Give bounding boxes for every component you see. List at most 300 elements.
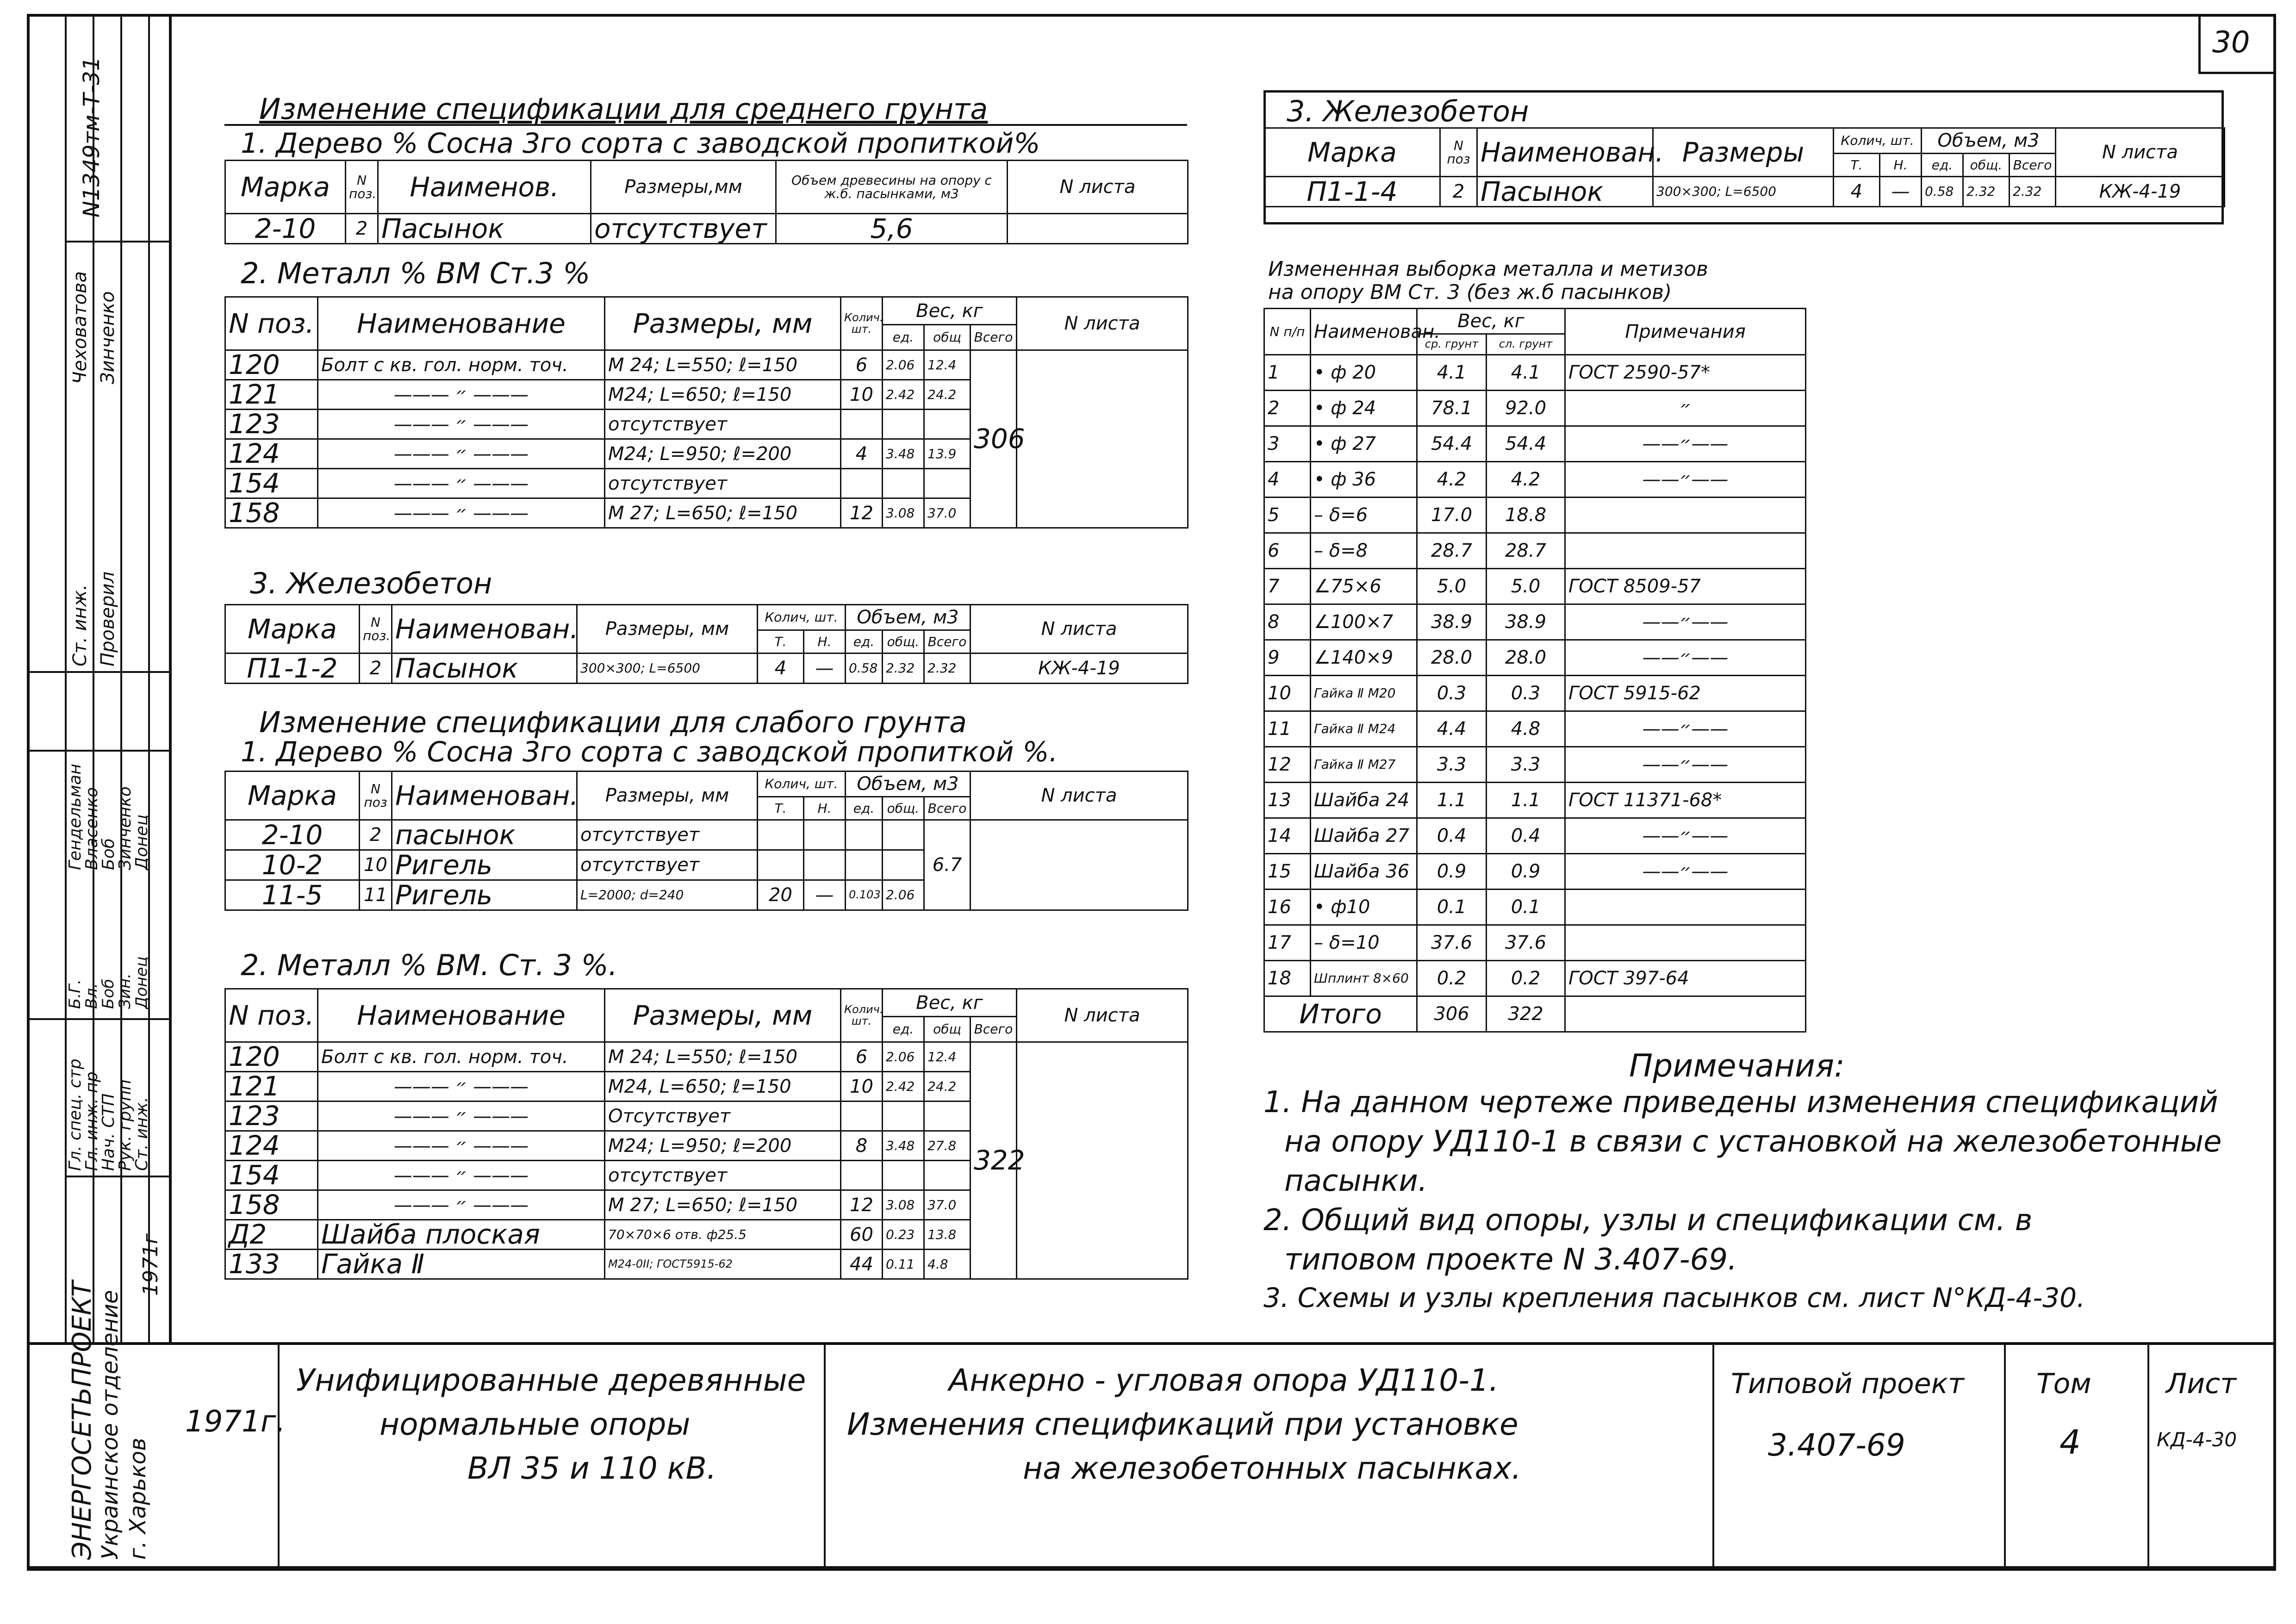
table-cell: 4.8 <box>924 1250 971 1279</box>
table-cell: Марка <box>1264 128 1440 177</box>
th-name: Наименование <box>318 297 605 350</box>
table-cell: 54.4 <box>1417 426 1487 462</box>
table-header-row <box>1264 128 2225 154</box>
table-cell: 37.0 <box>924 1190 971 1220</box>
table-cell: N поз. <box>360 605 392 653</box>
table-cell: Пасынок <box>1477 177 1653 207</box>
table-cell: 0.1 <box>1487 890 1565 925</box>
table-cell: 28.0 <box>1487 640 1565 676</box>
table-cell: Н. <box>804 797 846 820</box>
table-row <box>1264 676 1806 711</box>
table-row <box>1264 854 1806 890</box>
staff-role: Гл. спец. стр <box>66 1058 85 1171</box>
table-cell: N листа <box>971 605 1188 653</box>
table-row <box>1264 783 1806 818</box>
table-cell: Всего <box>971 1017 1017 1042</box>
table-cell: ед. <box>846 630 883 653</box>
table-cell: 4.1 <box>1487 355 1565 391</box>
table-cell: 2.06 <box>883 880 924 910</box>
table-cell: 1.1 <box>1487 783 1565 818</box>
table-header-row <box>225 989 1188 1017</box>
table-cell: ——— ״ ——— <box>318 1101 605 1131</box>
table-cell: 37.6 <box>1417 925 1487 961</box>
table-cell: Размеры, мм <box>577 605 758 653</box>
table-cell: — <box>804 653 846 684</box>
table-cell: ∠100×7 <box>1311 604 1417 640</box>
table-header-row <box>225 214 1188 244</box>
table-cell: ГОСТ 8509-57 <box>1565 569 1806 604</box>
table-cell: 10-2 <box>225 850 360 880</box>
table-cell <box>1017 350 1188 528</box>
table-cell: М 24; L=550; ℓ=150 <box>605 350 841 380</box>
table-cell: N поз. <box>225 989 318 1042</box>
staff-top-name: Чеховатова <box>69 271 91 384</box>
th-pos: N поз. <box>346 161 378 214</box>
table-row <box>1264 890 1806 925</box>
table-cell: 0.9 <box>1417 854 1487 890</box>
table-cell <box>804 850 846 880</box>
sheet-number: 30 <box>2212 25 2250 60</box>
table-cell: 17 <box>1264 925 1311 961</box>
table-cell: 4 <box>1834 177 1880 207</box>
table-cell: 60 <box>841 1220 883 1250</box>
table-cell: 2 <box>360 653 392 684</box>
table-cell: 0.9 <box>1487 854 1565 890</box>
table-cell: Гайка Ⅱ М20 <box>1311 676 1417 711</box>
th-pos: N поз. <box>225 297 318 350</box>
table-cell: 2.32 <box>1963 177 2010 207</box>
table-cell: ГОСТ 2590-57* <box>1565 355 1806 391</box>
table-cell: М24; L=950; ℓ=200 <box>605 1131 841 1161</box>
table-cell: Размеры, мм <box>605 989 841 1042</box>
metal1-total: 306 <box>971 350 1017 528</box>
left-top-line <box>224 124 1187 126</box>
th-mark: Марка <box>225 161 346 214</box>
table-cell: Гайка Ⅱ М27 <box>1311 747 1417 783</box>
table-cell: 10 <box>841 380 883 410</box>
table-cell: ——״—— <box>1565 426 1806 462</box>
table-cell: 2-10 <box>225 820 360 850</box>
table-cell: 4 <box>841 439 883 469</box>
table-cell: 0.103 <box>846 880 883 910</box>
table-row <box>1264 711 1806 747</box>
table-header-row <box>225 605 1188 630</box>
cell-pos: 2 <box>346 214 378 244</box>
table-cell: 11-5 <box>225 880 360 910</box>
table-cell <box>883 469 924 498</box>
table-cell: 10 <box>841 1072 883 1101</box>
table-cell: Н. <box>804 630 846 653</box>
table-cell: Объем, м3 <box>1922 128 2056 154</box>
note-line: типовом проекте N 3.407-69. <box>1284 1243 1737 1277</box>
table-cell <box>971 820 1188 910</box>
table-cell: 12.4 <box>924 1042 971 1072</box>
table-cell <box>1565 925 1806 961</box>
table-cell: М 24; L=550; ℓ=150 <box>605 1042 841 1072</box>
table-cell: 154 <box>225 469 318 498</box>
rc1-table <box>224 604 1188 684</box>
table-cell <box>924 410 971 439</box>
th-volume: Объем древесины на опору с ж.б. пасынками, м3 <box>776 161 1008 214</box>
table-cell: 24.2 <box>924 380 971 410</box>
table-cell: 6 <box>841 350 883 380</box>
table-cell: ——״—— <box>1565 818 1806 854</box>
table-cell <box>883 820 924 850</box>
table-cell: ——— ״ ——— <box>318 380 605 410</box>
table-cell: Марка <box>225 605 360 653</box>
cell-mark: 2-10 <box>225 214 346 244</box>
table-cell: 0.11 <box>883 1250 924 1279</box>
table-cell: 28.0 <box>1417 640 1487 676</box>
staff-role: Рук. групп <box>116 1079 135 1171</box>
table-cell: ——״—— <box>1565 640 1806 676</box>
table-cell: N поз <box>360 772 392 820</box>
table-cell: 2.42 <box>883 380 924 410</box>
staff-name: Власенко <box>82 787 101 870</box>
table-cell: Т. <box>758 797 804 820</box>
table-cell: общ. <box>883 797 924 820</box>
wood2-heading: 1. Дерево % Сосна 3го сорта с заводской пропиткой %. <box>241 736 1058 768</box>
table-cell: Шплинт 8×60 <box>1311 961 1417 996</box>
org-branch: Украинское отделение <box>97 1290 123 1560</box>
table-cell: • ф 27 <box>1311 426 1417 462</box>
table-cell: 154 <box>225 1161 318 1190</box>
wood2-table <box>224 771 1188 911</box>
table-cell: 5.0 <box>1487 569 1565 604</box>
table-cell: ——״—— <box>1565 462 1806 498</box>
table-cell: 2.06 <box>883 350 924 380</box>
rc1-heading: 3. Железобетон <box>250 566 492 600</box>
table-cell: Наименован. <box>1477 128 1653 177</box>
cell-size: отсутствует <box>591 214 776 244</box>
table-cell: 70×70×6 отв. ф25.5 <box>605 1220 841 1250</box>
table-cell: Размеры, мм <box>577 772 758 820</box>
table-cell: 300×300; L=6500 <box>1653 177 1834 207</box>
table-cell: 3.08 <box>883 498 924 528</box>
table-row <box>1264 391 1806 426</box>
table-cell: ед. <box>1922 154 1963 177</box>
table-cell: Пасынок <box>392 653 577 684</box>
table-cell: ——— ״ ——— <box>318 498 605 528</box>
table-cell: Шайба 36 <box>1311 854 1417 890</box>
table-cell: отсутствует <box>605 469 841 498</box>
table-cell: 124 <box>225 1131 318 1161</box>
notes-title: Примечания: <box>1629 1048 1845 1084</box>
table-cell: 2.42 <box>883 1072 924 1101</box>
rc2-table <box>1263 127 2225 207</box>
table-cell: пасынок <box>392 820 577 850</box>
table-cell: П1-1-4 <box>1264 177 1440 207</box>
th-total: общ <box>924 325 971 350</box>
table-cell: 2.32 <box>924 653 971 684</box>
table-cell: М 27; L=650; ℓ=150 <box>605 1190 841 1220</box>
table-cell: Колич, шт. <box>758 772 846 797</box>
table-row <box>1264 961 1806 996</box>
table-cell <box>924 1161 971 1190</box>
typical-project-label: Типовой проект <box>1731 1368 1964 1400</box>
table-cell: 2 <box>360 820 392 850</box>
org-name: ЭНЕРГОСЕТЬПРОЕКТ <box>67 1281 97 1560</box>
table-cell: 11 <box>1264 711 1311 747</box>
staff-top-name: Зинченко <box>97 291 118 384</box>
drawing-title-line: Анкерно - угловая опора УД110-1. <box>949 1363 1499 1398</box>
table-header-row <box>225 772 1188 797</box>
table-cell: Наименован. <box>1311 309 1417 355</box>
staff-sign: Зин. <box>116 973 134 1009</box>
table-cell: 0.4 <box>1487 818 1565 854</box>
table-cell <box>841 1161 883 1190</box>
table-row <box>225 350 1188 380</box>
table-cell <box>841 410 883 439</box>
table-cell: ——״—— <box>1565 711 1806 747</box>
table-cell: 12.4 <box>924 350 971 380</box>
table-cell: 17.0 <box>1417 498 1487 533</box>
th-size: Размеры,мм <box>591 161 776 214</box>
table-cell: 0.2 <box>1417 961 1487 996</box>
table-cell: Д2 <box>225 1220 318 1250</box>
table-cell: 322 <box>1487 996 1565 1032</box>
table-cell: М 27; L=650; ℓ=150 <box>605 498 841 528</box>
table-cell: 3.48 <box>883 439 924 469</box>
wood1-heading: 1. Дерево % Сосна 3го сорта с заводской пропиткой% <box>241 127 1040 160</box>
table-cell: 6 <box>1264 533 1311 569</box>
table-cell: Ригель <box>392 880 577 910</box>
table-cell: 1.1 <box>1417 783 1487 818</box>
note-line: пасынки. <box>1284 1164 1428 1198</box>
table-cell: Итого <box>1264 996 1417 1032</box>
table-cell <box>1565 890 1806 925</box>
table-cell: 2 <box>1264 391 1311 426</box>
table-cell: • ф 24 <box>1311 391 1417 426</box>
table-cell <box>883 1101 924 1131</box>
table-row <box>1264 604 1806 640</box>
typical-project-number: 3.407-69 <box>1768 1427 1905 1463</box>
table-cell: 18 <box>1264 961 1311 996</box>
table-cell: М24; L=950; ℓ=200 <box>605 439 841 469</box>
table-cell: П1-1-2 <box>225 653 360 684</box>
table-cell: 4.4 <box>1417 711 1487 747</box>
project-name-line: ВЛ 35 и 110 кВ. <box>467 1450 716 1486</box>
metal2-heading: 2. Металл % ВМ. Ст. 3 %. <box>241 948 618 982</box>
table-cell <box>1565 533 1806 569</box>
table-cell: 121 <box>225 1072 318 1101</box>
table-cell: 20 <box>758 880 804 910</box>
table-cell: – δ=8 <box>1311 533 1417 569</box>
org-year: 1971г <box>139 1233 162 1296</box>
table-cell: N листа <box>1017 989 1188 1042</box>
table-cell: 6 <box>841 1042 883 1072</box>
table-cell: ∠75×6 <box>1311 569 1417 604</box>
table-cell: 133 <box>225 1250 318 1279</box>
table-row <box>1264 925 1806 961</box>
table-cell: • ф 36 <box>1311 462 1417 498</box>
table-cell: общ <box>924 1017 971 1042</box>
volume-label: Том <box>2036 1368 2091 1400</box>
margin-divider <box>169 14 172 1342</box>
table-cell: Шайба 27 <box>1311 818 1417 854</box>
staff-role: Нач. СТП <box>99 1093 118 1171</box>
table-cell: • ф10 <box>1311 890 1417 925</box>
staff-top-role: Проверил <box>97 571 118 666</box>
table-cell: КЖ-4-19 <box>971 653 1188 684</box>
table-cell: М24-0II; ГОСТ5915-62 <box>605 1250 841 1279</box>
table-cell: 8 <box>1264 604 1311 640</box>
wood1-table <box>224 160 1188 244</box>
table-cell: 123 <box>225 410 318 439</box>
table-cell: 12 <box>841 1190 883 1220</box>
table-cell: 13.8 <box>924 1220 971 1250</box>
table-cell: сл. грунт <box>1487 334 1565 355</box>
table-row <box>1264 818 1806 854</box>
table-header-row <box>1264 309 1806 334</box>
table-cell: 121 <box>225 380 318 410</box>
table-cell: ——״—— <box>1565 604 1806 640</box>
table-cell: Ригель <box>392 850 577 880</box>
table-cell: ——— ״ ——— <box>318 1190 605 1220</box>
staff-name: Боб <box>99 838 118 870</box>
table-cell: Т. <box>1834 154 1880 177</box>
table-cell: Н. <box>1880 154 1922 177</box>
table-cell: Марка <box>225 772 360 820</box>
metal1-table <box>224 296 1188 529</box>
note-line: на опору УД110-1 в связи с установкой на железобетонные <box>1284 1125 2222 1159</box>
table-row <box>1264 533 1806 569</box>
table-cell: Всего <box>2010 154 2056 177</box>
table-cell <box>804 820 846 850</box>
table-cell: отсутствует <box>605 410 841 439</box>
table-cell: Наименование <box>318 989 605 1042</box>
table-cell: 5.0 <box>1417 569 1487 604</box>
table-cell: 4 <box>1264 462 1311 498</box>
rc2-heading: 3. Железобетон <box>1287 94 1529 128</box>
table-cell: 300×300; L=6500 <box>577 653 758 684</box>
metal1-heading: 2. Металл % ВМ Ст.3 % <box>241 256 591 290</box>
table-cell: 124 <box>225 439 318 469</box>
total-row <box>1264 996 1806 1032</box>
table-cell: N поз <box>1440 128 1477 177</box>
table-cell: 0.4 <box>1417 818 1487 854</box>
table-cell <box>883 410 924 439</box>
table-cell: 0.58 <box>846 653 883 684</box>
table-row <box>225 1042 1188 1072</box>
table-cell: Колич. шт. <box>841 989 883 1042</box>
table-cell: 2.06 <box>883 1042 924 1072</box>
staff-name: Гендельман <box>66 764 85 870</box>
table-cell: ——— ״ ——— <box>318 1161 605 1190</box>
table-cell: Т. <box>758 630 804 653</box>
th-sheet: N листа <box>1008 161 1188 214</box>
table-row <box>1264 462 1806 498</box>
table-row <box>1264 177 2225 207</box>
staff-sign: Донец <box>132 956 151 1009</box>
table-cell: 78.1 <box>1417 391 1487 426</box>
table-cell: Наименован. <box>392 605 577 653</box>
th-weight: Вес, кг <box>883 297 1017 325</box>
table-cell: ——— ״ ——— <box>318 469 605 498</box>
table-header-row <box>225 161 1188 214</box>
table-cell: 8 <box>841 1131 883 1161</box>
table-cell <box>1565 498 1806 533</box>
th-size: Размеры, мм <box>605 297 841 350</box>
table-cell: Шайба плоская <box>318 1220 605 1250</box>
table-cell: Всего <box>924 797 971 820</box>
table-cell: 54.4 <box>1487 426 1565 462</box>
table-cell: ——״—— <box>1565 854 1806 890</box>
table-cell: ср. грунт <box>1417 334 1487 355</box>
table-cell: 0.3 <box>1417 676 1487 711</box>
table-cell: 38.9 <box>1417 604 1487 640</box>
table-cell: Болт с кв. гол. норм. точ. <box>318 350 605 380</box>
table-cell: Болт с кв. гол. норм. точ. <box>318 1042 605 1072</box>
table-row <box>225 820 1188 850</box>
table-cell: 3.3 <box>1487 747 1565 783</box>
staff-role: Гл. инж. пр <box>82 1071 101 1171</box>
staff-sign: Вл. <box>82 983 101 1009</box>
table-cell: Гайка Ⅱ М24 <box>1311 711 1417 747</box>
table-cell: Отсутствует <box>605 1101 841 1131</box>
table-cell: КЖ-4-19 <box>2056 177 2225 207</box>
table-cell: отсутствует <box>577 820 758 850</box>
table-cell: 10 <box>360 850 392 880</box>
table-cell: 12 <box>841 498 883 528</box>
table-cell: N листа <box>971 772 1188 820</box>
table-cell: 16 <box>1264 890 1311 925</box>
project-name-line: нормальные опоры <box>380 1406 691 1442</box>
table-cell: 11 <box>360 880 392 910</box>
table-cell: 120 <box>225 350 318 380</box>
table-cell: ——— ״ ——— <box>318 1072 605 1101</box>
table-cell: 4.8 <box>1487 711 1565 747</box>
table-cell: – δ=10 <box>1311 925 1417 961</box>
table-cell: 2.32 <box>883 653 924 684</box>
staff-sign: Боб <box>99 978 118 1009</box>
table-cell <box>846 820 883 850</box>
table-cell <box>883 850 924 880</box>
staff-sign: Б.Г. <box>66 979 84 1009</box>
table-cell: ——— ״ ——— <box>318 439 605 469</box>
table-cell <box>1017 1042 1188 1279</box>
table-cell: ГОСТ 11371-68* <box>1565 783 1806 818</box>
table-row <box>1264 640 1806 676</box>
staff-role: Ст. инж. <box>132 1097 151 1171</box>
table-cell <box>841 1101 883 1131</box>
table-cell: Вес, кг <box>883 989 1017 1017</box>
sheet-label: Лист <box>2166 1368 2237 1400</box>
table-cell: Колич, шт. <box>758 605 846 630</box>
table-cell <box>924 469 971 498</box>
table-cell: Колич, шт. <box>1834 128 1922 154</box>
note-line: 2. Общий вид опоры, узлы и спецификации см. в <box>1263 1203 2033 1238</box>
table-cell: 12 <box>1264 747 1311 783</box>
table-cell: 0.1 <box>1417 890 1487 925</box>
table-row <box>1264 426 1806 462</box>
table-cell <box>758 820 804 850</box>
table-cell: 28.7 <box>1487 533 1565 569</box>
table-cell: Примечания <box>1565 309 1806 355</box>
th-unit: ед. <box>883 325 924 350</box>
table-cell: 9 <box>1264 640 1311 676</box>
table-cell: 4 <box>758 653 804 684</box>
table-cell: 24.2 <box>924 1072 971 1101</box>
table-cell: ед. <box>846 797 883 820</box>
table-cell <box>924 1101 971 1131</box>
table-cell: — <box>1880 177 1922 207</box>
cell-volume: 5,6 <box>776 214 1008 244</box>
table-cell: общ. <box>883 630 924 653</box>
project-name-line: Унифицированные деревянные <box>296 1363 806 1398</box>
table-cell: 158 <box>225 498 318 528</box>
selection-heading-2: на опору ВМ Ст. 3 (без ж.б пасынков) <box>1268 280 1672 304</box>
